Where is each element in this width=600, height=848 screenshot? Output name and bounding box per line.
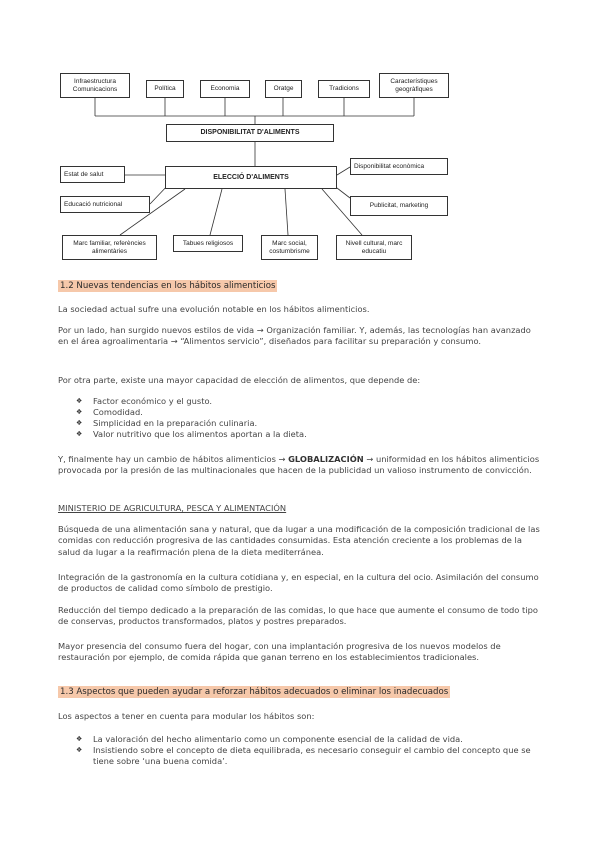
- bullet-icon: ❖: [76, 408, 83, 416]
- section-heading-1-3: 1.3 Aspectos que pueden ayudar a reforzar hábitos adecuados o eliminar los inadecuados: [60, 687, 449, 697]
- box-nutrition-education: Educació nutricional: [60, 196, 150, 213]
- paragraph: Los aspectos a tener en cuenta para modular los hábitos son:: [58, 711, 315, 721]
- box-economic-availability: Disponibilitat econòmica: [350, 158, 448, 175]
- box-religious-taboos: Tabues religiosos: [173, 235, 243, 252]
- box-traditions: Tradicions: [318, 80, 370, 98]
- habit-aspects-list: [76, 734, 536, 767]
- globalization-paragraph: Y, finalmente hay un cambio de hábitos alimenticios → GLOBALIZACIÓN → uniformidad en los hábitos alimenticios provocada por la presión de las multinacionales que hacen de la publicidad un valioso instrumento de convicción.: [58, 454, 540, 476]
- bullet-icon: ❖: [76, 430, 83, 438]
- paragraph: Por un lado, han surgido nuevos estilos de vida → Organización familiar. Y, además, las tecnologías han avanzado en el área agroalimentaria → “Alimentos servicio”, diseñados para facilitar su preparación y consumo.: [58, 325, 531, 347]
- choice-factors-list: [76, 396, 307, 440]
- box-geography: Característiques geogràfiques: [379, 73, 449, 98]
- list-item: ❖ La valoración del hecho alimentario como un componente esencial de la calidad de vida.: [76, 734, 463, 744]
- box-cultural-level: Nivell cultural, marc educatiu: [336, 235, 412, 260]
- bullet-icon: ❖: [76, 735, 83, 743]
- list-item: ❖ Insistiendo sobre el concepto de dieta equilibrada, es necesario conseguir el cambio del concepto que se tiene sobre ‘una buena comida’.: [76, 745, 531, 766]
- bullet-icon: ❖: [76, 746, 83, 754]
- list-item: ❖ Valor nutritivo que los alimentos aportan a la dieta.: [76, 429, 307, 439]
- paragraph: Búsqueda de una alimentación sana y natural, que da lugar a una modificación de la composición tradicional de las comidas con reducción progresiva de las cantidades consumidas. Esta atención creciente a los problemas de la salud da lugar a la reafirmación plena de la dieta mediterránea.: [58, 524, 540, 557]
- box-advertising: Publicitat, marketing: [350, 196, 448, 216]
- box-infrastructure: Infraestructura Comunicacions: [60, 73, 130, 98]
- box-food-choice: ELECCIÓ D'ALIMENTS: [165, 166, 337, 189]
- ministry-heading: MINISTERIO DE AGRICULTURA, PESCA Y ALIMENTACIÓN: [58, 503, 287, 513]
- bullet-icon: ❖: [76, 397, 83, 405]
- box-family: Marc familiar, referències alimentàries: [62, 235, 157, 260]
- list-item: ❖ Factor económico y el gusto.: [76, 396, 213, 406]
- box-food-availability: DISPONIBILITAT D'ALIMENTS: [166, 124, 334, 142]
- list-item: ❖ Simplicidad en la preparación culinaria.: [76, 418, 258, 428]
- box-politics: Política: [146, 80, 184, 98]
- box-health-status: Estat de salut: [60, 166, 125, 183]
- box-weather: Oratge: [265, 80, 302, 98]
- bullet-icon: ❖: [76, 419, 83, 427]
- paragraph: Reducción del tiempo dedicado a la preparación de las comidas, lo que hace que aumente el consumo de todo tipo de conservas, productos transformados, platos y postres preparados.: [58, 605, 538, 627]
- paragraph: Integración de la gastronomía en la cultura cotidiana y, en especial, en la cultura del ocio. Asimilación del consumo de productos de calidad como símbolo de prestigio.: [58, 572, 539, 594]
- list-item: ❖ Comodidad.: [76, 407, 143, 417]
- paragraph: Mayor presencia del consumo fuera del hogar, con una implantación progresiva de los nuevos modelos de restauración por ejemplo, de comida rápida que ganan terreno en los establecimientos tradicionales.: [58, 641, 501, 663]
- paragraph: Por otra parte, existe una mayor capacidad de elección de alimentos, que depende de:: [58, 375, 421, 385]
- section-heading-1-2: 1.2 Nuevas tendencias en los hábitos alimenticios: [60, 281, 276, 291]
- food-choice-diagram: [0, 0, 600, 270]
- box-social: Marc social, costumbrisme: [261, 235, 318, 260]
- box-economy: Economia: [200, 80, 250, 98]
- paragraph: La sociedad actual sufre una evolución notable en los hábitos alimenticios.: [58, 304, 370, 314]
